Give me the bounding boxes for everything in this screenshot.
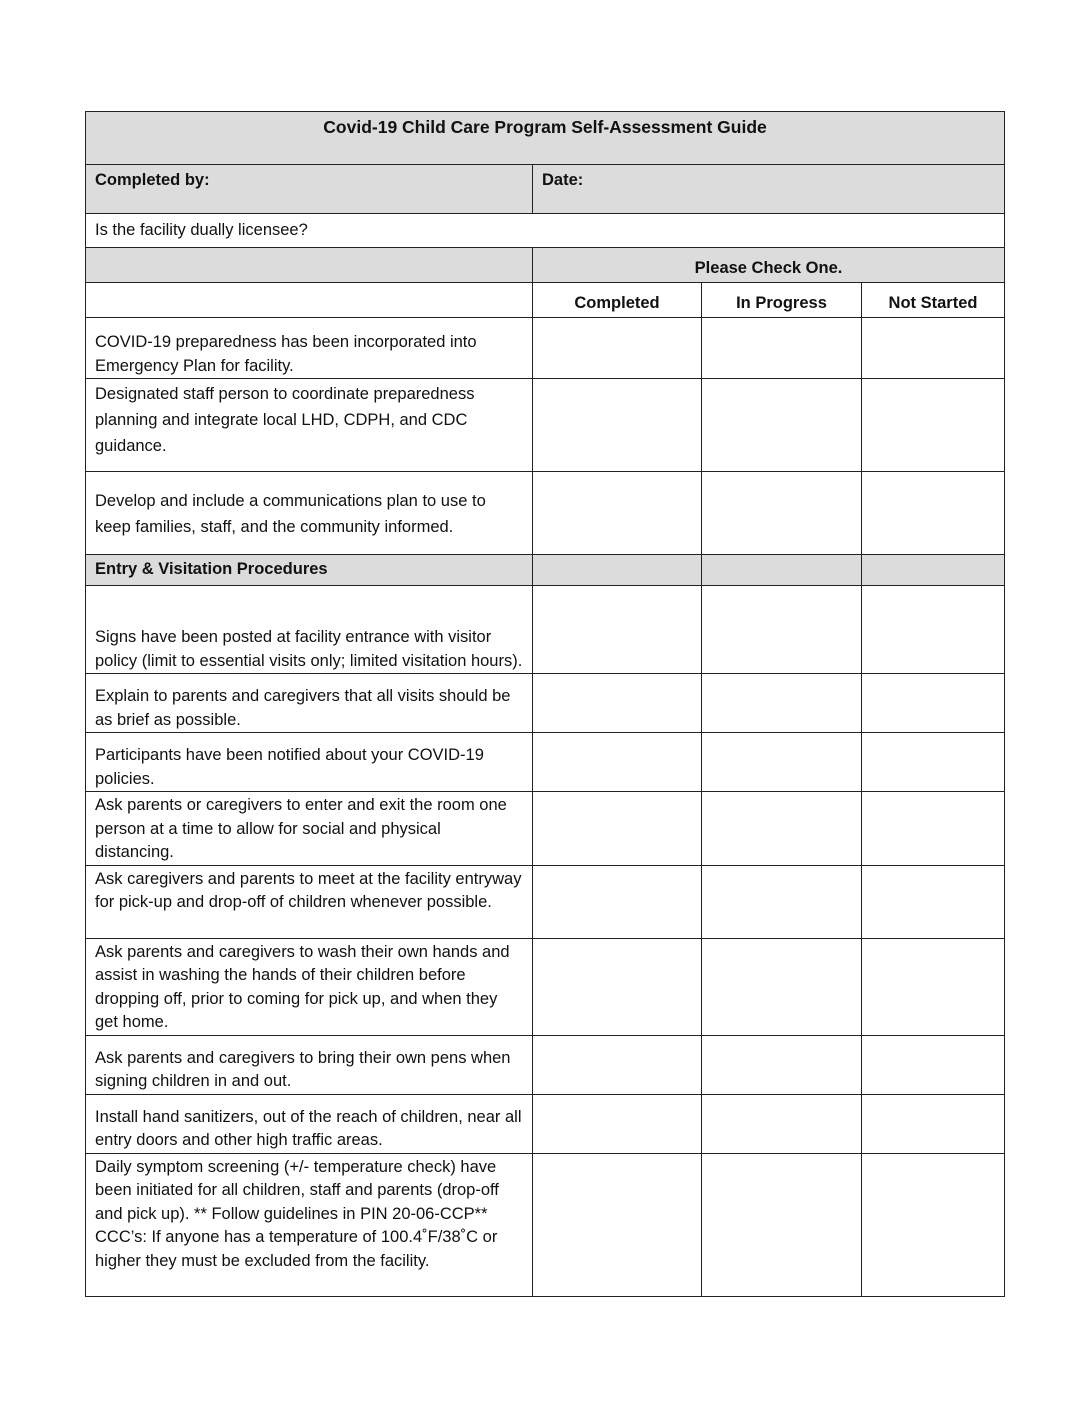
table-row [86, 1153, 1005, 1296]
section-title: Entry & Visitation Procedures [86, 555, 533, 586]
checkbox-completed[interactable] [533, 379, 702, 472]
table-row [86, 1094, 1005, 1153]
checkbox-not-started[interactable] [862, 865, 1005, 938]
temperature-note: CCC’s: If anyone has a temperature of 100.4˚F/38˚C or higher they must be excluded from the facility. [95, 1228, 498, 1270]
item-text: Designated staff person to coordinate preparedness planning and integrate local LHD, CDPH, and CDC guidance. [86, 379, 533, 472]
checkbox-not-started[interactable] [862, 938, 1005, 1035]
item-text: Explain to parents and caregivers that all visits should be as brief as possible. [86, 674, 533, 733]
table-row [86, 733, 1005, 792]
table-row [86, 674, 1005, 733]
table-row [86, 472, 1005, 555]
checkbox-in-progress[interactable] [702, 865, 862, 938]
section-blank-cell [862, 555, 1005, 586]
screening-item-text: Daily symptom screening (+/- temperature check) have been initiated for all children, staff and parents (drop-off and pick up). ** Follow guidelines in PIN 20-06-CCP** [95, 1157, 499, 1223]
item-text: Signs have been posted at facility entrance with visitor policy (limit to essential visits only; limited visitation hours). [86, 586, 533, 674]
self-assessment-table [85, 111, 1005, 1297]
checkbox-not-started[interactable] [862, 674, 1005, 733]
checkbox-completed[interactable] [533, 586, 702, 674]
checkbox-in-progress[interactable] [702, 379, 862, 472]
column-header-completed: Completed [533, 283, 702, 318]
table-row [86, 586, 1005, 674]
header-blank-cell [86, 248, 533, 283]
checkbox-in-progress[interactable] [702, 1094, 862, 1153]
item-text [86, 1153, 533, 1296]
table-row [86, 318, 1005, 379]
dual-license-question[interactable]: Is the facility dually licensee? [86, 214, 1005, 248]
checkbox-completed[interactable] [533, 792, 702, 866]
form-title: Covid-19 Child Care Program Self-Assessment Guide [86, 112, 1005, 165]
item-text: Ask parents and caregivers to wash their own hands and assist in washing the hands of their children before dropping off, prior to coming for pick up, and when they get home. [86, 938, 533, 1035]
checkbox-not-started[interactable] [862, 733, 1005, 792]
table-row [86, 938, 1005, 1035]
table-row [86, 792, 1005, 866]
checkbox-in-progress[interactable] [702, 792, 862, 866]
checkbox-completed[interactable] [533, 472, 702, 555]
checkbox-not-started[interactable] [862, 586, 1005, 674]
checkbox-not-started[interactable] [862, 318, 1005, 379]
table-row [86, 379, 1005, 472]
checkbox-in-progress[interactable] [702, 938, 862, 1035]
check-instruction: Please Check One. [533, 248, 1005, 283]
date-field[interactable]: Date: [533, 165, 1005, 214]
item-text: Install hand sanitizers, out of the reach of children, near all entry doors and other high traffic areas. [86, 1094, 533, 1153]
checkbox-not-started[interactable] [862, 1035, 1005, 1094]
checkbox-in-progress[interactable] [702, 733, 862, 792]
checkbox-not-started[interactable] [862, 792, 1005, 866]
item-text: Participants have been notified about your COVID-19 policies. [86, 733, 533, 792]
checkbox-in-progress[interactable] [702, 1035, 862, 1094]
checkbox-in-progress[interactable] [702, 318, 862, 379]
checkbox-completed[interactable] [533, 938, 702, 1035]
completed-by-field[interactable]: Completed by: [86, 165, 533, 214]
checkbox-completed[interactable] [533, 674, 702, 733]
item-text: COVID-19 preparedness has been incorporated into Emergency Plan for facility. [86, 318, 533, 379]
checkbox-completed[interactable] [533, 1094, 702, 1153]
checkbox-in-progress[interactable] [702, 586, 862, 674]
section-blank-cell [533, 555, 702, 586]
section-header-row [86, 555, 1005, 586]
checkbox-completed[interactable] [533, 733, 702, 792]
checkbox-completed[interactable] [533, 318, 702, 379]
checkbox-in-progress[interactable] [702, 674, 862, 733]
checkbox-completed[interactable] [533, 1153, 702, 1296]
checkbox-in-progress[interactable] [702, 1153, 862, 1296]
checkbox-in-progress[interactable] [702, 472, 862, 555]
checkbox-not-started[interactable] [862, 379, 1005, 472]
checkbox-completed[interactable] [533, 1035, 702, 1094]
checkbox-not-started[interactable] [862, 1094, 1005, 1153]
item-text: Develop and include a communications plan to use to keep families, staff, and the community informed. [86, 472, 533, 555]
checkbox-completed[interactable] [533, 865, 702, 938]
checkbox-not-started[interactable] [862, 1153, 1005, 1296]
checkbox-not-started[interactable] [862, 472, 1005, 555]
table-row [86, 865, 1005, 938]
item-text: Ask parents or caregivers to enter and exit the room one person at a time to allow for social and physical distancing. [86, 792, 533, 866]
item-text: Ask caregivers and parents to meet at the facility entryway for pick-up and drop-off of children whenever possible. [86, 865, 533, 938]
column-header-not-started: Not Started [862, 283, 1005, 318]
table-row [86, 1035, 1005, 1094]
header-blank-cell [86, 283, 533, 318]
section-blank-cell [702, 555, 862, 586]
column-header-in-progress: In Progress [702, 283, 862, 318]
item-text: Ask parents and caregivers to bring their own pens when signing children in and out. [86, 1035, 533, 1094]
